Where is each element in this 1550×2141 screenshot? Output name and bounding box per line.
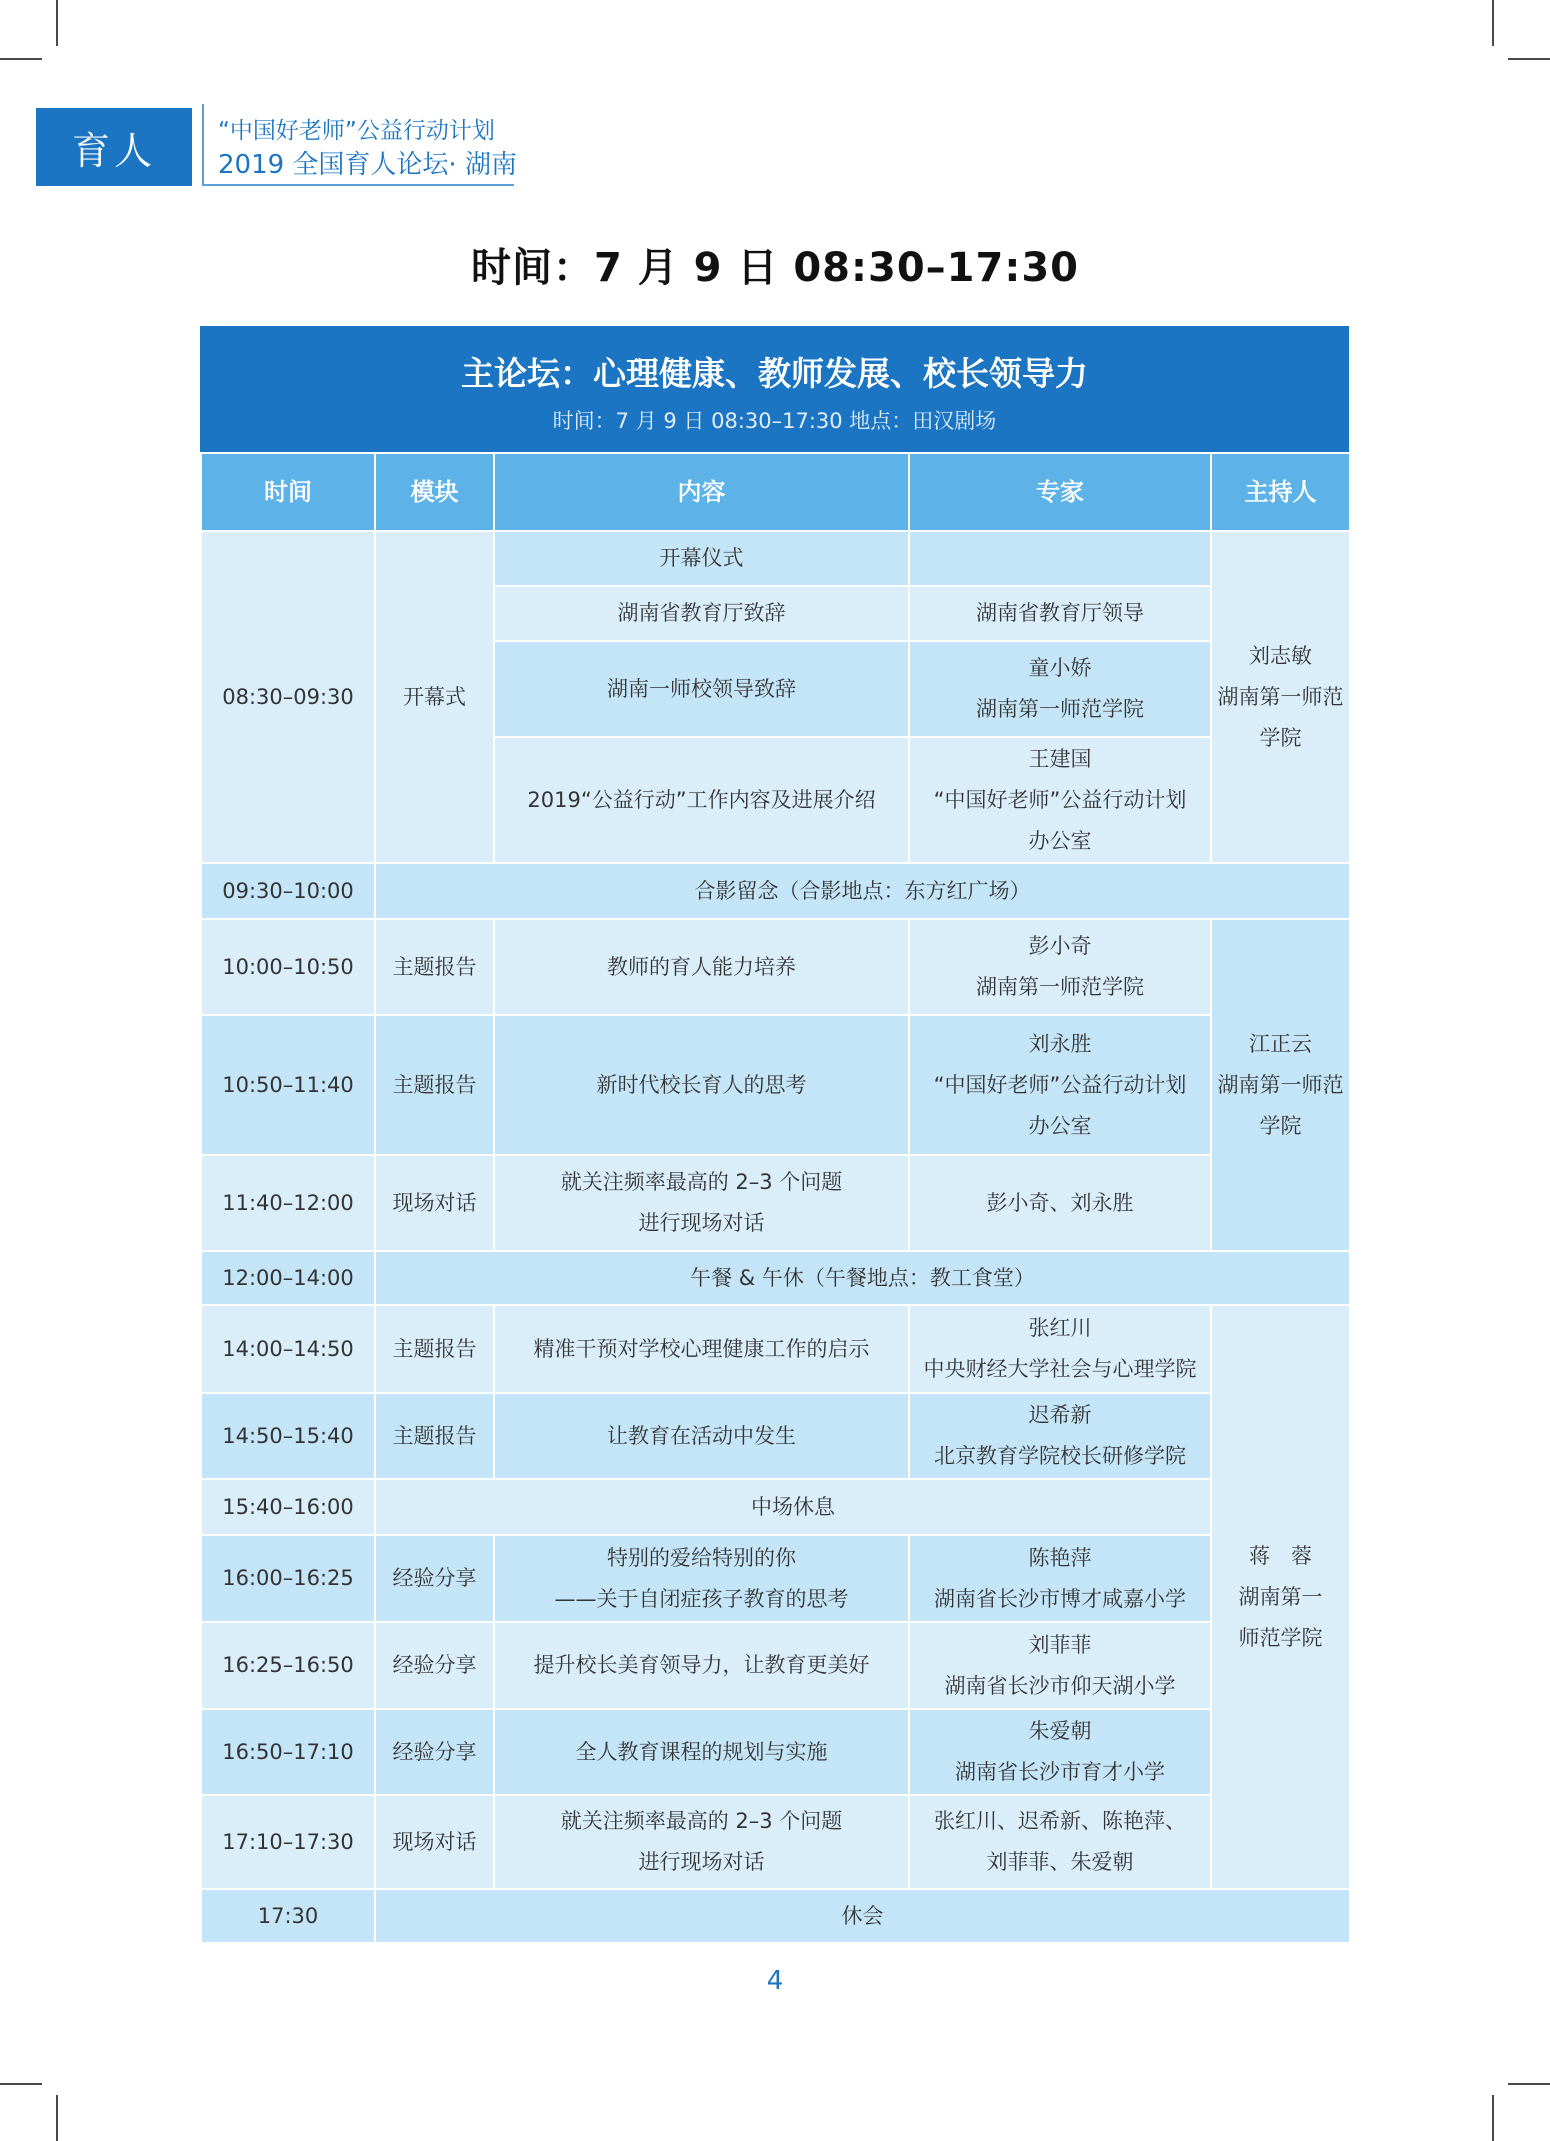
host-org: 学院 — [1259, 725, 1302, 750]
expert-name: 刘永胜 — [1028, 1031, 1092, 1056]
table-row — [201, 531, 1350, 586]
header-forum-name: 2019 全国育人论坛· 湖南 — [218, 150, 517, 180]
module-cell: 经验分享 — [375, 1535, 494, 1622]
expert-name: 王建国 — [1028, 746, 1092, 771]
content-cell: 精准干预对学校心理健康工作的启示 — [494, 1305, 909, 1393]
content-cell: 湖南省教育厅致辞 — [494, 586, 909, 641]
crop-mark — [1492, 2095, 1494, 2141]
table-row — [201, 1155, 1350, 1251]
expert-cell — [909, 641, 1211, 737]
content-cell: 湖南一师校领导致辞 — [494, 641, 909, 737]
time-cell: 14:50–15:40 — [201, 1393, 375, 1479]
content-line: 就关注频率最高的 2–3 个问题 — [560, 1809, 843, 1833]
table-row — [201, 1479, 1350, 1535]
expert-org: 北京教育学院校长研修学院 — [934, 1444, 1186, 1468]
time-cell: 17:10–17:30 — [201, 1795, 375, 1889]
expert-cell — [909, 1015, 1211, 1155]
expert-cell — [909, 531, 1211, 586]
header-host: 主持人 — [1211, 453, 1350, 531]
time-cell: 15:40–16:00 — [201, 1479, 375, 1535]
break-cell: 合影留念（合影地点：东方红广场） — [375, 863, 1350, 919]
time-cell: 09:30–10:00 — [201, 863, 375, 919]
header-module: 模块 — [375, 453, 494, 531]
time-cell: 17:30 — [201, 1889, 375, 1943]
content-line: 特别的爱给特别的你 — [607, 1545, 796, 1570]
host-org: 湖南第一师范 — [1217, 1072, 1344, 1097]
content-cell: 提升校长美育领导力，让教育更美好 — [494, 1622, 909, 1709]
module-cell: 现场对话 — [375, 1795, 494, 1889]
expert-org: 中央财经大学社会与心理学院 — [923, 1357, 1197, 1381]
page-number: 4 — [766, 1966, 784, 1996]
host-org: 湖南第一 — [1238, 1584, 1323, 1609]
crop-mark — [1508, 2083, 1550, 2085]
table-row — [201, 919, 1350, 1015]
content-cell — [494, 1795, 909, 1889]
header-underline — [202, 184, 514, 186]
page-title: 时间：7 月 9 日 08:30–17:30 — [470, 245, 1079, 291]
host-cell — [1211, 531, 1350, 863]
expert-name: 彭小奇 — [1028, 934, 1092, 958]
expert-cell — [909, 1622, 1211, 1709]
expert-org: 湖南第一师范学院 — [976, 975, 1144, 999]
table-row — [201, 1305, 1350, 1393]
host-org: 学院 — [1259, 1113, 1302, 1138]
expert-name: 朱爱朝 — [1028, 1719, 1092, 1743]
table-header-row — [201, 453, 1350, 531]
module-cell: 主题报告 — [375, 1305, 494, 1393]
host-name: 江正云 — [1249, 1031, 1312, 1056]
break-cell: 午餐 & 午休（午餐地点：教工食堂） — [375, 1251, 1350, 1305]
crop-mark — [56, 2095, 58, 2141]
forum-title: 主论坛：心理健康、教师发展、校长领导力 — [461, 354, 1088, 393]
time-cell: 16:00–16:25 — [201, 1535, 375, 1622]
expert-org: “中国好老师”公益行动计划 — [933, 787, 1187, 812]
module-cell: 主题报告 — [375, 1015, 494, 1155]
content-line: 进行现场对话 — [638, 1211, 765, 1235]
time-cell: 08:30–09:30 — [201, 531, 375, 863]
content-line: 就关注频率最高的 2–3 个问题 — [560, 1170, 843, 1194]
content-line: ——关于自闭症孩子教育的思考 — [554, 1586, 849, 1611]
time-cell: 16:25–16:50 — [201, 1622, 375, 1709]
content-line: 进行现场对话 — [638, 1850, 765, 1874]
module-cell: 开幕式 — [375, 531, 494, 863]
expert-cell — [909, 1535, 1211, 1622]
expert-name: 刘菲菲 — [1028, 1632, 1092, 1657]
crop-mark — [0, 2083, 42, 2085]
host-cell — [1211, 919, 1350, 1251]
table-row — [201, 1622, 1350, 1709]
expert-cell: 彭小奇、刘永胜 — [909, 1155, 1211, 1251]
time-cell: 14:00–14:50 — [201, 1305, 375, 1393]
expert-org: 湖南省长沙市博才咸嘉小学 — [934, 1586, 1186, 1611]
crop-mark — [1492, 0, 1494, 46]
expert-cell — [909, 1393, 1211, 1479]
host-cell — [1211, 1305, 1350, 1889]
table-row — [201, 1795, 1350, 1889]
content-cell: 2019“公益行动”工作内容及进展介绍 — [494, 737, 909, 863]
host-name: 蒋 蓉 — [1249, 1543, 1312, 1568]
header-divider — [202, 104, 204, 186]
expert-cell — [909, 919, 1211, 1015]
expert-org: 办公室 — [1028, 828, 1092, 853]
header-time: 时间 — [201, 453, 375, 531]
expert-cell: 湖南省教育厅领导 — [909, 586, 1211, 641]
module-cell: 主题报告 — [375, 1393, 494, 1479]
content-cell — [494, 1535, 909, 1622]
time-cell: 16:50–17:10 — [201, 1709, 375, 1795]
table-row — [201, 1015, 1350, 1155]
header-program-name: “中国好老师”公益行动计划 — [218, 118, 495, 144]
table-row — [201, 1535, 1350, 1622]
module-cell: 现场对话 — [375, 1155, 494, 1251]
expert-name: 迟希新 — [1028, 1403, 1092, 1427]
header-logo — [36, 108, 192, 186]
break-cell: 休会 — [375, 1889, 1350, 1943]
module-cell: 经验分享 — [375, 1709, 494, 1795]
time-cell: 11:40–12:00 — [201, 1155, 375, 1251]
time-cell: 12:00–14:00 — [201, 1251, 375, 1305]
expert-org: 湖南第一师范学院 — [976, 697, 1144, 721]
module-cell: 经验分享 — [375, 1622, 494, 1709]
header-logo-text: 育人 — [71, 128, 156, 173]
host-org: 湖南第一师范 — [1217, 684, 1344, 709]
content-cell — [494, 1155, 909, 1251]
break-cell: 中场休息 — [375, 1479, 1211, 1535]
time-cell: 10:50–11:40 — [201, 1015, 375, 1155]
expert-name: 童小娇 — [1028, 656, 1092, 680]
expert-cell — [909, 1305, 1211, 1393]
host-org: 师范学院 — [1238, 1625, 1323, 1650]
crop-mark — [0, 58, 42, 60]
forum-banner — [200, 326, 1349, 452]
expert-org: 办公室 — [1028, 1113, 1092, 1138]
expert-name: 陈艳萍 — [1028, 1545, 1092, 1570]
expert-org: 湖南省长沙市仰天湖小学 — [944, 1673, 1176, 1698]
table-row — [201, 863, 1350, 919]
header-expert: 专家 — [909, 453, 1211, 531]
header-content: 内容 — [494, 453, 909, 531]
expert-name: 张红川 — [1028, 1316, 1092, 1340]
expert-cell — [909, 1709, 1211, 1795]
module-cell: 主题报告 — [375, 919, 494, 1015]
expert-cell — [909, 737, 1211, 863]
expert-org: 湖南省长沙市育才小学 — [955, 1760, 1165, 1784]
expert-name: 刘菲菲、朱爱朝 — [986, 1850, 1134, 1874]
crop-mark — [56, 0, 58, 46]
forum-subtitle: 时间：7 月 9 日 08:30–17:30 地点：田汉剧场 — [552, 409, 997, 433]
expert-cell — [909, 1795, 1211, 1889]
content-cell: 让教育在活动中发生 — [494, 1393, 909, 1479]
content-cell: 开幕仪式 — [494, 531, 909, 586]
table-row — [201, 1251, 1350, 1305]
expert-name: 张红川、迟希新、陈艳萍、 — [934, 1809, 1186, 1833]
content-cell: 新时代校长育人的思考 — [494, 1015, 909, 1155]
expert-org: “中国好老师”公益行动计划 — [933, 1072, 1187, 1097]
table-row — [201, 1393, 1350, 1479]
crop-mark — [1508, 58, 1550, 60]
content-cell: 教师的育人能力培养 — [494, 919, 909, 1015]
table-row — [201, 1709, 1350, 1795]
table-row — [201, 1889, 1350, 1943]
content-cell: 全人教育课程的规划与实施 — [494, 1709, 909, 1795]
schedule-table — [200, 452, 1351, 1944]
time-cell: 10:00–10:50 — [201, 919, 375, 1015]
host-name: 刘志敏 — [1249, 643, 1312, 668]
